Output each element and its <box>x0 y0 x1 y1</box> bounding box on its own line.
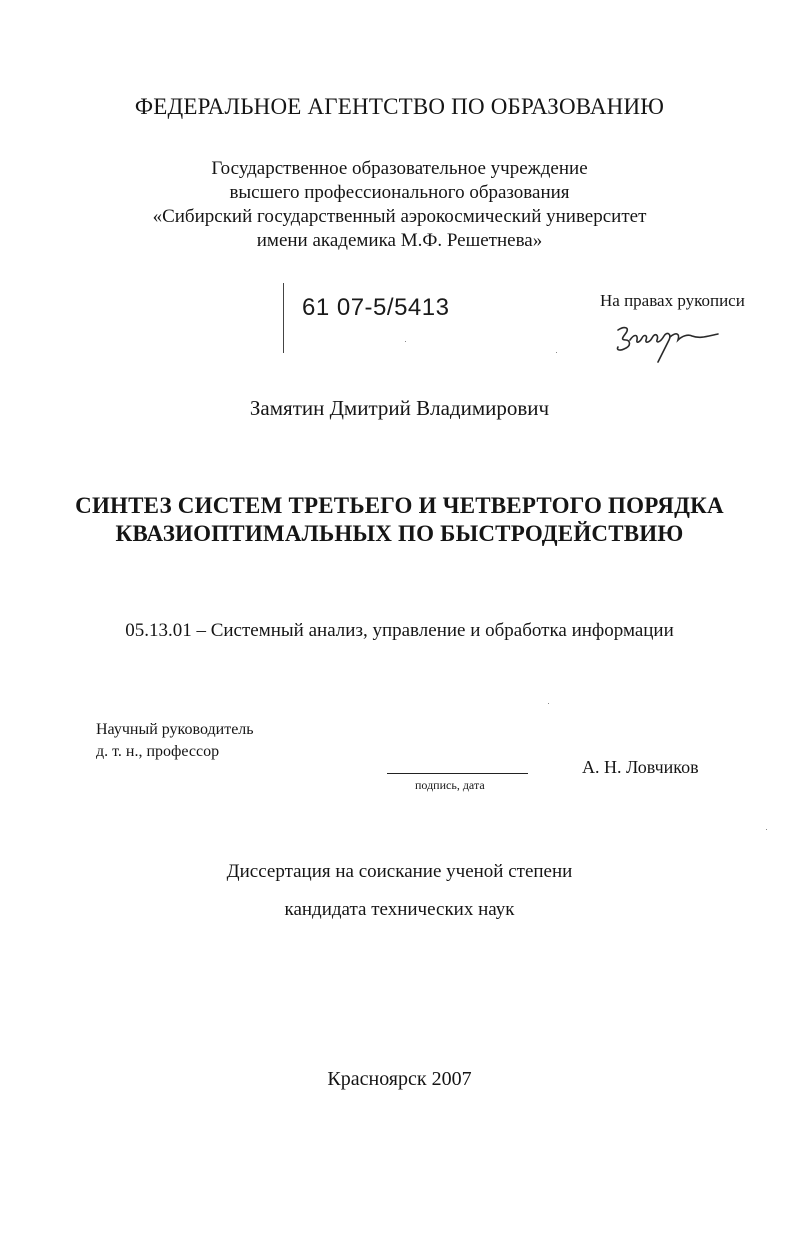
city-year: Красноярск 2007 <box>327 1068 472 1090</box>
degree-line-1: Диссертация на соискание ученой степени <box>226 861 573 882</box>
scan-speck <box>766 829 767 830</box>
scan-speck <box>556 352 557 353</box>
author-signature <box>612 318 722 364</box>
institution-line: имени академика М.Ф. Решетнева» <box>256 230 543 251</box>
author-name: Замятин Дмитрий Владимирович <box>249 396 550 420</box>
institution-line: высшего профессионального образования <box>229 182 570 203</box>
advisor-block <box>96 719 254 763</box>
manuscript-note: На правах рукописи <box>600 291 745 310</box>
stamp-bar <box>283 283 284 353</box>
advisor-name: А. Н. Ловчиков <box>582 757 699 777</box>
scan-speck <box>548 703 549 704</box>
institution-line: «Сибирский государственный аэрокосмический университет <box>152 206 647 227</box>
degree-line-2: кандидата технических наук <box>284 899 515 920</box>
specialty-code: 05.13.01 – Системный анализ, управление и обработка информации <box>125 620 674 641</box>
title-line: КВАЗИОПТИМАЛЬНЫХ ПО БЫСТРОДЕЙСТВИЮ <box>115 521 684 546</box>
scan-speck <box>405 341 406 342</box>
stamp-number: 61 07-5/5413 <box>302 294 450 321</box>
agency-heading: ФЕДЕРАЛЬНОЕ АГЕНТСТВО ПО ОБРАЗОВАНИЮ <box>134 94 665 119</box>
title-line: СИНТЕЗ СИСТЕМ ТРЕТЬЕГО И ЧЕТВЕРТОГО ПОРЯДКА <box>75 493 724 518</box>
signature-caption: подпись, дата <box>415 778 485 792</box>
institution-block <box>0 157 799 253</box>
advisor-role: Научный руководитель <box>96 721 254 738</box>
advisor-credentials: д. т. н., профессор <box>96 743 220 760</box>
signature-line <box>387 773 528 774</box>
institution-line: Государственное образовательное учреждение <box>211 158 588 179</box>
dissertation-title <box>0 492 799 548</box>
